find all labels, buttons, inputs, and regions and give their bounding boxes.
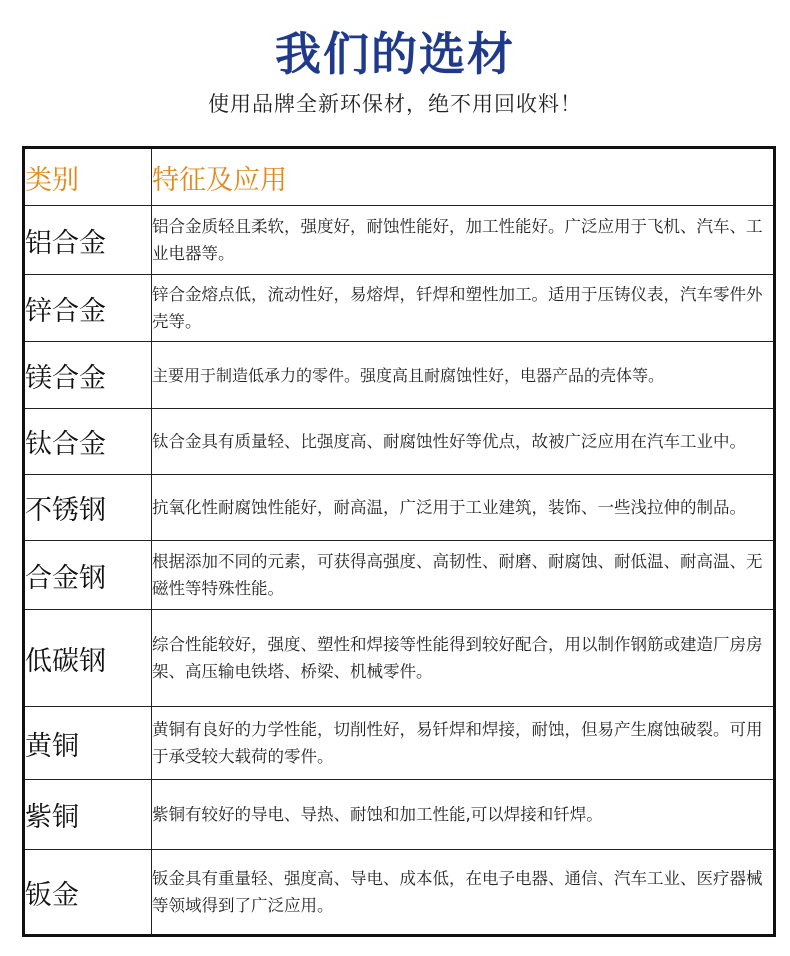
category-cell: 锌合金: [24, 275, 152, 342]
category-cell: 镁合金: [24, 342, 152, 409]
table-header-row: [24, 148, 775, 206]
category-cell: 钛合金: [24, 409, 152, 475]
description-cell: 根据添加不同的元素，可获得高强度、高韧性、耐磨、耐腐蚀、耐低温、耐高温、无磁性等特殊性能。: [152, 541, 775, 610]
table-row: [24, 475, 775, 541]
table-row: [24, 541, 775, 610]
materials-table: [22, 146, 776, 937]
description-cell: 铝合金质轻且柔软，强度好，耐蚀性能好，加工性能好。广泛应用于飞机、汽车、工业电器等。: [152, 206, 775, 275]
table-row: [24, 780, 775, 850]
description-cell: 锌合金熔点低，流动性好，易熔焊，钎焊和塑性加工。适用于压铸仪表，汽车零件外壳等。: [152, 275, 775, 342]
table-row: [24, 850, 775, 936]
description-cell: 主要用于制造低承力的零件。强度高且耐腐蚀性好，电器产品的壳体等。: [152, 342, 775, 409]
category-cell: 合金钢: [24, 541, 152, 610]
page-subtitle: 使用品牌全新环保材，绝不用回收料！: [208, 92, 582, 116]
category-cell: 紫铜: [24, 780, 152, 850]
description-cell: 紫铜有较好的导电、导热、耐蚀和加工性能,可以焊接和钎焊。: [152, 780, 775, 850]
category-cell: 黄铜: [24, 707, 152, 780]
column-header-features: 特征及应用: [152, 148, 775, 206]
table-row: [24, 409, 775, 475]
category-cell: 低碳钢: [24, 610, 152, 707]
table-row: [24, 206, 775, 275]
table-row: [24, 610, 775, 707]
category-cell: 不锈钢: [24, 475, 152, 541]
description-cell: 黄铜有良好的力学性能，切削性好，易钎焊和焊接，耐蚀，但易产生腐蚀破裂。可用于承受较大载荷的零件。: [152, 707, 775, 780]
description-cell: 钛合金具有质量轻、比强度高、耐腐蚀性好等优点，故被广泛应用在汽车工业中。: [152, 409, 775, 475]
table-row: [24, 707, 775, 780]
page-title: 我们的选材: [275, 27, 515, 81]
description-cell: 综合性能较好，强度、塑性和焊接等性能得到较好配合，用以制作钢筋或建造厂房房架、高压输电铁塔、桥梁、机械零件。: [152, 610, 775, 707]
category-cell: 钣金: [24, 850, 152, 936]
description-cell: 抗氧化性耐腐蚀性能好，耐高温，广泛用于工业建筑，装饰、一些浅拉伸的制品。: [152, 475, 775, 541]
category-cell: 铝合金: [24, 206, 152, 275]
table-row: [24, 342, 775, 409]
description-cell: 钣金具有重量轻、强度高、导电、成本低，在电子电器、通信、汽车工业、医疗器械等领域得到了广泛应用。: [152, 850, 775, 936]
table-row: [24, 275, 775, 342]
column-header-category: 类别: [24, 148, 152, 206]
